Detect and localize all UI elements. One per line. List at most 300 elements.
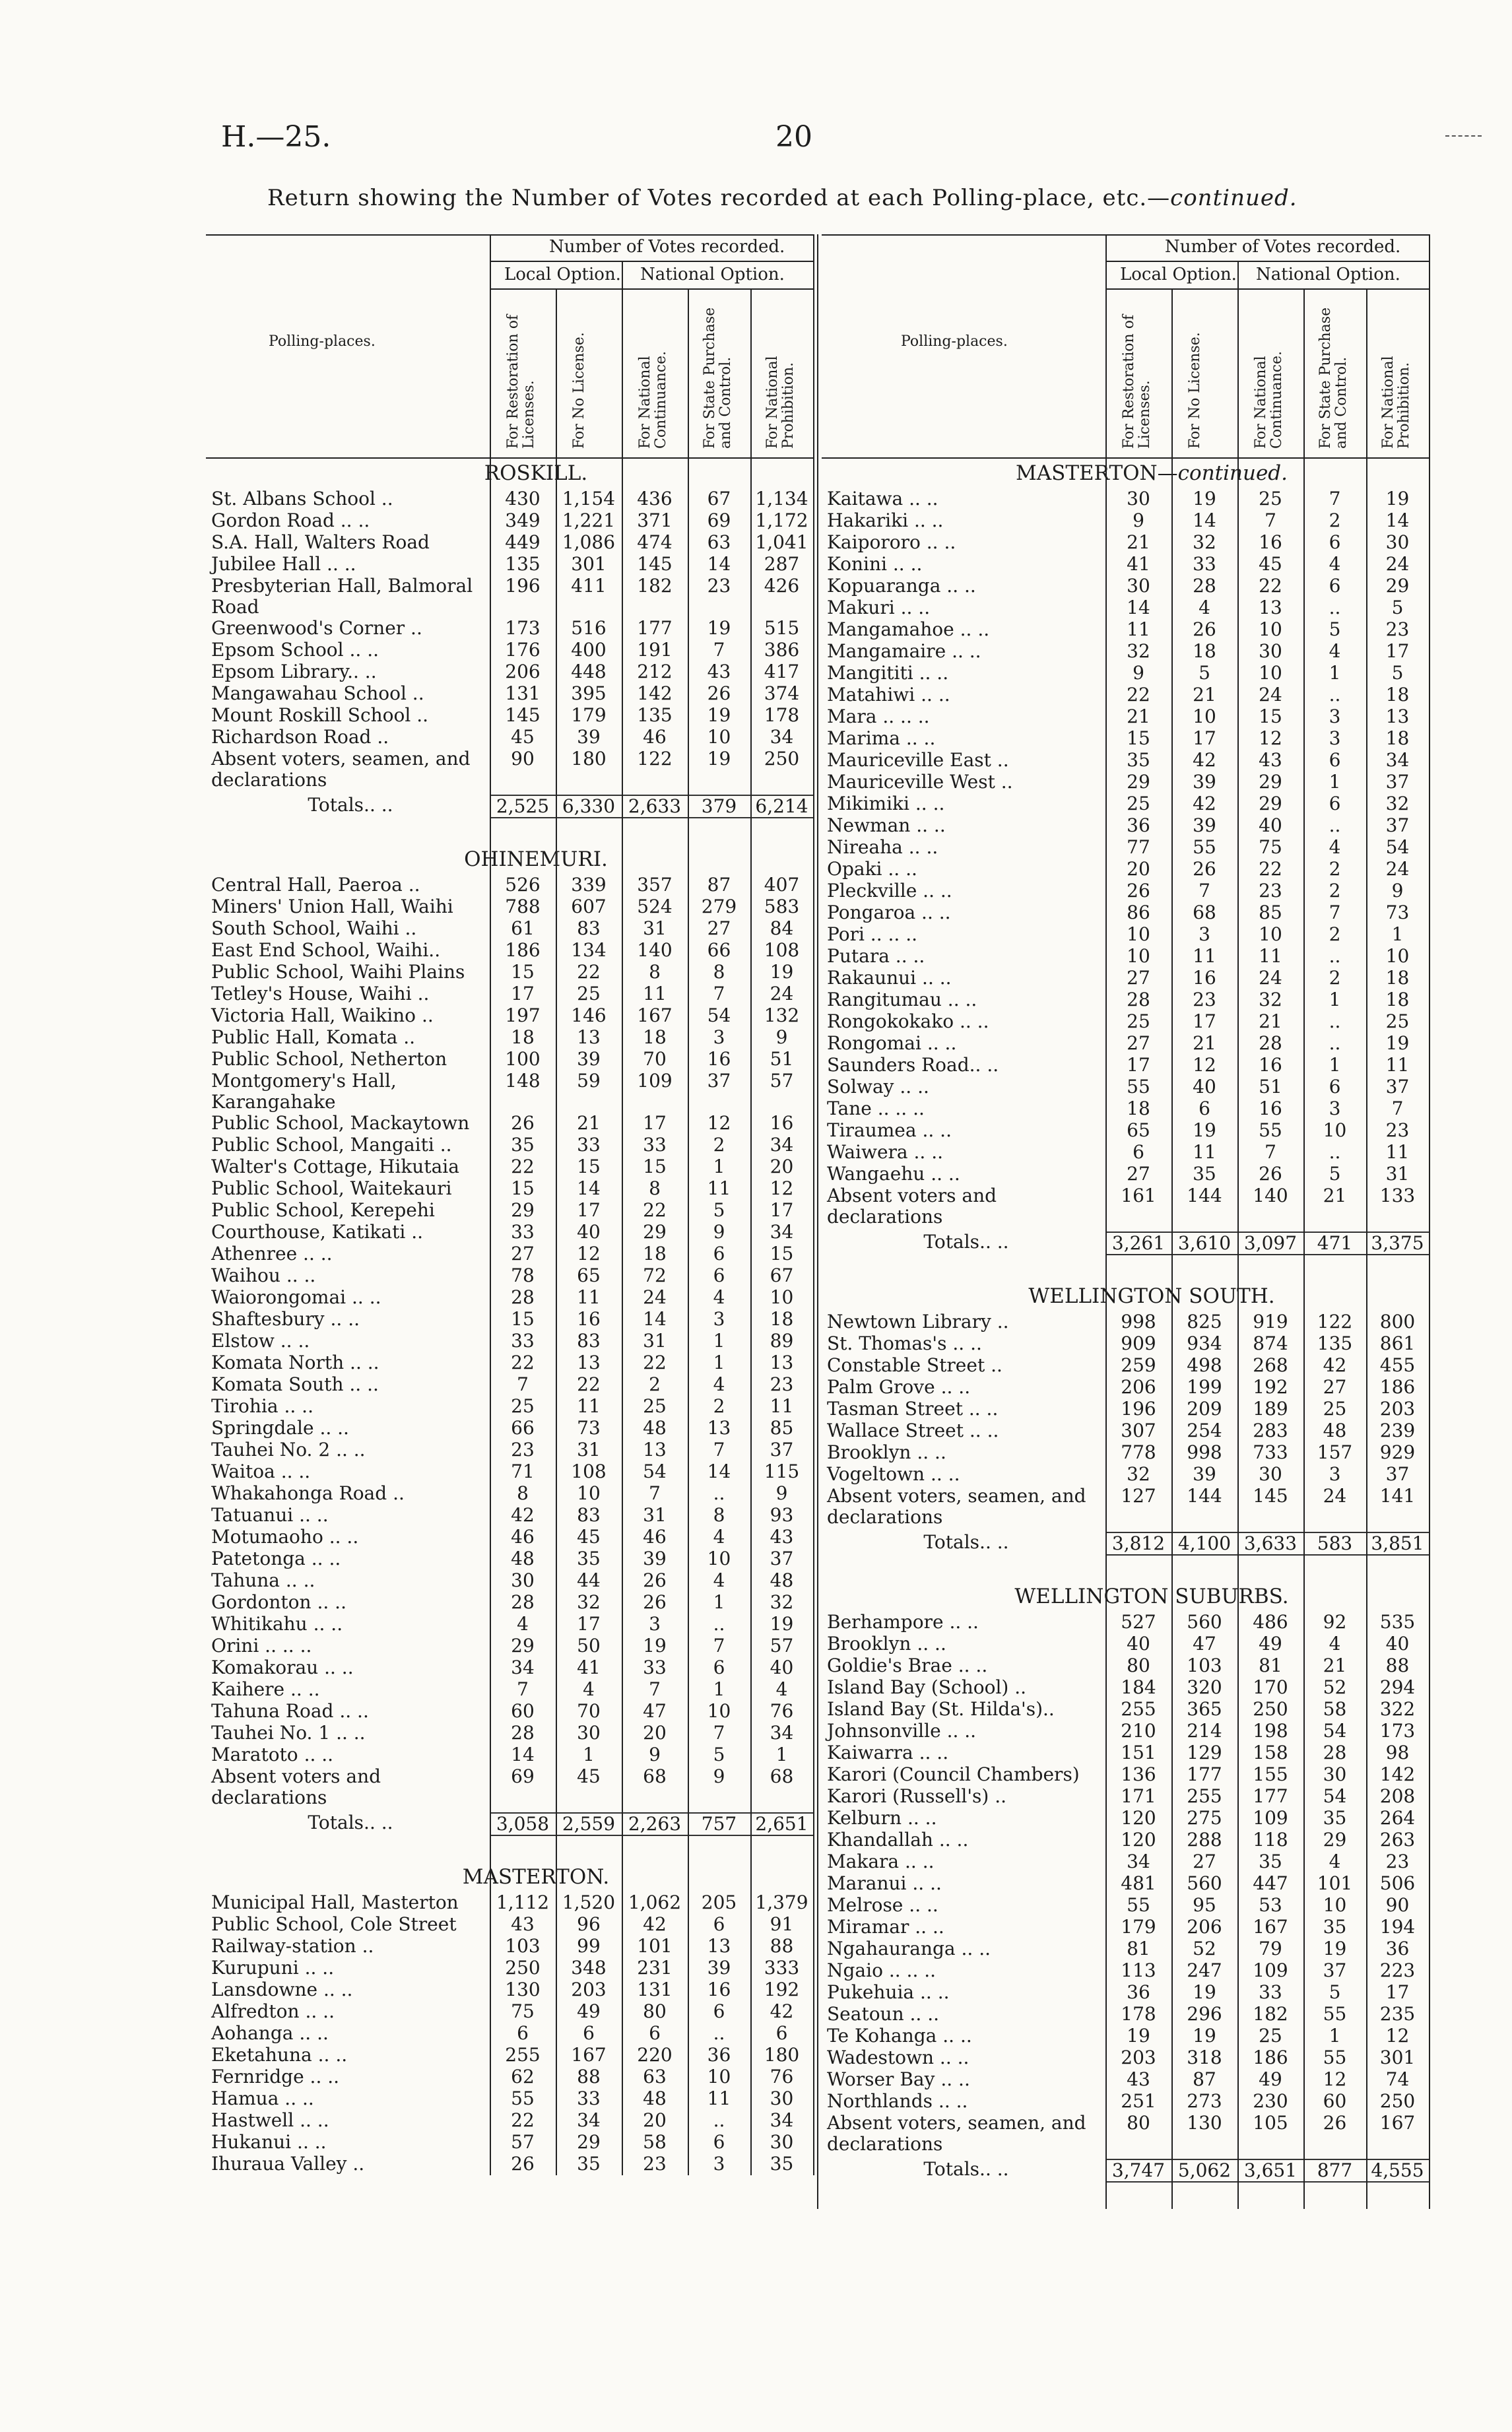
vote-cell: 5 [1329,618,1341,640]
header-vrule [1171,288,1173,459]
polling-place-name [206,1723,490,1744]
vote-cell: 79 [1259,1938,1282,1959]
vote-cell: 191 [637,639,673,661]
leader-dots: .. [991,1231,1009,1253]
place-label: Public Hall, Komata [211,1026,398,1048]
vote-cell: 13 [643,1439,667,1461]
polling-place-name [822,1185,1105,1228]
table-row [822,1076,1429,1098]
vote-cell: 7 [1391,1098,1404,1119]
vote-cell: 176 [505,639,541,661]
header-vrule [1429,234,1430,459]
section-name: WELLINGTON SOUTH. [1028,1284,1275,1308]
vote-cell: 250 [764,748,800,770]
vote-cell: 184 [1121,1676,1156,1698]
polling-place-name [822,684,1105,706]
vote-cell: 108 [764,939,800,961]
vote-cell: 1 [1329,2025,1341,2047]
table-row [206,1483,813,1505]
table-row [822,1960,1429,1982]
table-row [206,1005,813,1027]
place-label: Worser Bay [827,2068,935,2090]
section-title [206,459,813,488]
polling-place-name [206,727,490,748]
vote-cell: 5 [1199,662,1210,684]
table-row [822,1311,1429,1333]
vote-cell: 22 [577,1373,601,1395]
vote-cell: 1,134 [755,488,808,509]
vote-cell: 55 [1127,1894,1150,1916]
vote-cell: 15 [1259,706,1282,727]
vote-cell: 526 [505,874,541,896]
vote-cell: 22 [643,1352,667,1373]
leader-dots: .. .. [280,1569,315,1591]
vote-cell: 109 [637,1070,673,1092]
table-row [206,1027,813,1049]
polling-place-name [822,1120,1105,1142]
caption-italic: continued. [1170,185,1298,211]
leader-dots: .. .. [330,1439,366,1461]
vote-cell: 251 [1121,2090,1156,2112]
vote-cell: 7 [649,1482,661,1504]
polling-place-name [822,815,1105,837]
vote-cell: 17 [577,1613,601,1635]
vote-cell: 49 [1259,2068,1282,2090]
polling-place-name [822,750,1105,772]
vote-cell: 93 [770,1504,794,1526]
leader-dots: .. [375,794,393,816]
vote-cell: 13 [577,1026,601,1048]
vote-cell: 934 [1187,1332,1222,1354]
vote-cell: 400 [571,639,607,661]
vote-cell: 35 [1323,1916,1347,1938]
vote-cell: 15 [577,1156,601,1177]
vote-cell: 27 [707,917,731,939]
polling-place-name [206,2132,490,2153]
vote-cell: 32 [1259,989,1282,1010]
leader-dots: .. .. [304,2066,340,2087]
table-row [206,1723,813,1744]
vote-cell: 263 [1379,1829,1416,1851]
table-row [206,2001,813,2023]
place-label: Miners' Union Hall, Waihi [211,896,453,917]
place-label: Patetonga [211,1548,306,1569]
vote-cell: 6 [649,2022,661,2044]
polling-place-name [206,661,490,683]
leader-dots: .. [981,1420,999,1441]
totals-text: Totals.. [308,794,376,816]
vote-cell: 52 [1193,1938,1216,1959]
column-vrule [1105,459,1107,2209]
vote-cell: 13 [707,1417,731,1439]
vote-cell: 28 [511,1286,535,1308]
vote-cell: 527 [1121,1611,1156,1633]
vote-cell: 17 [1385,1981,1410,2003]
vote-cell: 35 [511,1134,535,1156]
table-row [822,1917,1429,1938]
table-row [822,488,1429,510]
totals-cell: 3,375 [1366,1232,1429,1255]
totals-cell: 2,633 [622,795,688,818]
vote-cell: 1,154 [562,488,616,509]
vote-cell: 25 [1127,793,1150,814]
vote-cell: 1 [1391,923,1404,945]
vote-cell: 62 [511,2066,535,2087]
vote-cell: 874 [1253,1332,1288,1354]
vote-cell: 47 [643,1700,667,1722]
vote-cell: 26 [643,1569,667,1591]
vote-cell: 58 [643,2131,667,2153]
table-row [206,661,813,683]
place-label: Makara [827,1851,900,1872]
vote-cell: 101 [637,1935,673,1957]
polling-place-name [206,1892,490,1914]
vote-cell: 16 [707,1048,731,1070]
place-label: Matahiwi [827,684,915,706]
vote-cell: 192 [764,1979,800,2000]
vote-cell: 100 [505,1048,541,1070]
vote-cell: 48 [1323,1420,1347,1441]
place-label: Gordon Road .. [211,509,352,531]
header-vrule [1303,288,1305,459]
polling-place-name [822,2004,1105,2025]
vote-cell: 7 [713,639,725,661]
vote-cell: 182 [637,575,673,597]
vote-cell: 11 [707,2087,731,2109]
vote-cell: 105 [1253,2112,1288,2134]
vote-cell: 96 [577,1913,601,1935]
place-label: Ngahauranga [827,1938,956,1959]
leader-dots: .. .. [909,1916,944,1938]
vote-cell: 88 [1385,1655,1410,1676]
vote-cell: 230 [1253,2090,1288,2112]
vote-cell: 19 [1127,2025,1150,2047]
leader-dots: .. .. [344,1352,379,1373]
vote-cell: 515 [764,617,800,639]
polling-place-name [822,1917,1105,1938]
table-row [822,2069,1429,2091]
place-label: Vogeltown [827,1463,925,1485]
vote-cell: 87 [707,874,731,896]
vote-cell: 46 [643,726,667,748]
leader-dots: .. .. [933,2090,968,2112]
place-label: Tatuanui [211,1504,294,1526]
totals-cell: 2,651 [750,1812,813,1836]
table-row [822,554,1429,575]
table-row [822,1764,1429,1786]
vote-cell: 132 [764,1004,800,1026]
vote-cell: 11 [707,1177,731,1199]
vote-cell: 67 [707,488,731,509]
vote-cell: 5 [713,1744,725,1765]
vote-cell: 179 [571,704,607,726]
polling-place-name [206,1570,490,1592]
vote-cell: 14 [643,1308,667,1330]
leader-dots: .. .. [917,880,952,902]
leader-dots: .. [338,553,356,575]
header-local-option: Local Option. [1120,265,1237,284]
polling-place-name [822,510,1105,532]
vote-cell: 37 [1385,814,1410,836]
vote-cell: 54 [1385,836,1410,858]
leader-dots: .. [971,1010,989,1032]
vote-cell: 109 [1253,1959,1288,1981]
vote-cell: 2 [649,1373,661,1395]
polling-place-name [206,1156,490,1178]
polling-place-name [822,924,1105,946]
vote-cell: 19 [707,704,731,726]
vote-cell: 18 [643,1243,667,1265]
place-label: St. Thomas's .. [827,1332,965,1354]
place-label: Mauriceville West [827,771,995,793]
vote-cell: 8 [649,1177,661,1199]
column-vrule [1303,459,1305,2209]
leader-dots: .. .. [913,662,949,684]
leader-dots: .. .. [914,1981,950,2003]
vote-cell: 250 [1253,1698,1288,1720]
polling-place-name [822,1098,1105,1120]
vote-cell: 861 [1379,1332,1416,1354]
table-row [206,1352,813,1374]
vote-cell: 48 [770,1569,794,1591]
vote-cell: 9 [713,1765,725,1787]
vote-cell: 1,112 [496,1891,550,1913]
vote-cell: 178 [1121,2003,1156,2025]
vote-cell: 19 [707,617,731,639]
vote-cell: 19 [1193,488,1216,509]
vote-cell: 34 [1385,749,1410,771]
place-label: Kaihere [211,1678,285,1700]
vote-cell: 17 [1193,1010,1216,1032]
table-row [822,597,1429,619]
place-label: Goldie's Brae .. [827,1655,970,1676]
vote-cell: 386 [764,639,800,661]
vote-cell: 259 [1121,1354,1156,1376]
place-label: Ihuraua Valley [211,2153,347,2175]
leader-dots: .. .. [313,1417,349,1439]
vote-cell: 449 [505,531,541,553]
leader-dots: .. [980,1398,999,1420]
polling-place-name [822,2047,1105,2069]
leader-dots: .. [397,1026,416,1048]
vote-cell: 39 [1193,814,1216,836]
table-row [822,968,1429,989]
vote-cell: 318 [1187,2047,1222,2068]
vote-cell: 10 [707,1700,731,1722]
totals-cell: 877 [1303,2159,1366,2183]
vote-cell: 40 [1385,1633,1410,1655]
vote-cell: 4 [1329,553,1341,575]
polling-place-name [206,1352,490,1374]
leader-dots: .. .. [280,1265,316,1286]
vote-cell: 25 [643,1395,667,1417]
vote-cell: 118 [1253,1829,1288,1851]
vote-cell: 474 [637,531,673,553]
polling-place-name [822,1851,1105,1873]
table-row [206,1200,813,1222]
vote-cell: 54 [1323,1720,1347,1742]
vote-cell: 146 [571,1004,607,1026]
vote-cell: 10 [707,726,731,748]
vote-cell: 30 [577,1722,601,1744]
polling-place-name [822,1442,1105,1464]
leader-dots: .. [361,1373,379,1395]
place-label: Waiwera [827,1141,908,1163]
vote-cell: 307 [1121,1420,1156,1441]
totals-row [206,1812,813,1836]
header-vrule [490,234,491,459]
vote-cell: 6 [713,1243,725,1265]
vote-cell: 29 [511,1199,535,1221]
table-row [822,1742,1429,1764]
polling-place-name [206,2066,490,2088]
leader-dots: .. .. [900,727,936,749]
vote-cell: 28 [511,1591,535,1613]
polling-place-name [822,1164,1105,1185]
section-title [206,845,813,874]
vote-cell: 39 [577,726,601,748]
leader-dots: .. [995,771,1013,793]
totals-cell: 583 [1303,1532,1366,1556]
place-label: Seatoun [827,2003,904,2025]
polling-place-name [822,1786,1105,1808]
polling-place-name [822,1764,1105,1786]
vote-cell: 800 [1379,1311,1416,1332]
table-row [822,1055,1429,1076]
table-row [206,1979,813,2001]
vote-cell: 7 [713,1722,725,1744]
table-row [822,1895,1429,1917]
leader-dots: .. [402,874,420,896]
vote-cell: 6 [1329,749,1341,771]
section-gap [206,818,813,845]
table-row [206,640,813,661]
polling-place-name [206,1200,490,1222]
polling-place-name [822,1311,1105,1333]
vote-cell: 1 [713,1678,725,1700]
vote-cell: 25 [1259,488,1282,509]
vote-cell: 144 [1187,1185,1222,1206]
column-vrule [622,459,623,2175]
place-label: Pongaroa [827,902,916,923]
vote-cell: 25 [1385,1010,1410,1032]
vote-cell: 23 [1385,1119,1410,1141]
polling-place-name [206,1005,490,1027]
table-row [822,1699,1429,1721]
table-row [822,1612,1429,1633]
vote-cell: 98 [1385,1742,1410,1763]
polling-place-name [206,874,490,896]
header-polling-places: Polling-places. [269,333,376,350]
vote-cell: 17 [577,1199,601,1221]
polling-place-name [206,1331,490,1352]
leader-dots: .. .. [943,1611,979,1633]
polling-place-name [822,1055,1105,1076]
polling-place-name [822,554,1105,575]
vote-cell: 33 [511,1221,535,1243]
polling-place-name [822,1464,1105,1486]
place-label: Shaftesbury [211,1308,325,1330]
section-name: MASTERTON. [462,1865,610,1889]
vote-cell: 173 [505,617,541,639]
vote-cell: 37 [770,1439,794,1461]
vote-cell: 194 [1379,1916,1416,1938]
place-label: Tauhei No. 2 [211,1439,331,1461]
leader-dots: .. [989,1785,1007,1807]
polling-place-name [206,1070,490,1113]
polling-place-name [206,532,490,554]
leader-dots: .. [991,1531,1009,1553]
leader-dots: .. .. [311,1591,346,1613]
totals-text: Totals.. [923,2158,991,2180]
vote-cell: 5 [1391,662,1404,684]
leader-dots: .. [416,1004,434,1026]
leader-dots: .. .. [887,553,923,575]
vote-cell: .. [1329,1141,1341,1163]
column-vrule [1237,459,1239,2209]
vote-cell: 140 [637,939,673,961]
vote-cell: 16 [1259,1054,1282,1076]
vote-cell: 36 [1127,1981,1150,2003]
table-row [206,748,813,791]
place-label: Public School, Mackaytown [211,1112,470,1134]
leader-dots: .. .. [954,618,990,640]
place-label: Mount Roskill School [211,704,411,726]
place-label: Hukanui [211,2131,292,2153]
vote-cell: 12 [1323,2068,1347,2090]
vote-cell: 909 [1121,1332,1156,1354]
vote-cell: 30 [1127,575,1150,597]
leader-dots: .. .. [906,1872,942,1894]
vote-cell: 25 [1127,1010,1150,1032]
leader-dots: .. .. [275,1461,311,1482]
vote-cell: 1 [775,1744,788,1765]
vote-cell: 41 [577,1657,601,1678]
vote-cell: 6 [713,2000,725,2022]
vote-cell: 250 [1379,2090,1416,2112]
vote-cell: 131 [637,1979,673,2000]
table-body [206,459,813,2175]
table-row [822,1033,1429,1055]
vote-cell: 486 [1253,1611,1288,1633]
totals-row [822,2159,1429,2183]
section-gap [822,1255,1429,1282]
vote-cell: 55 [1323,2047,1347,2068]
polling-place-name [822,488,1105,510]
polling-place-name [822,532,1105,554]
table-header [822,234,1429,459]
vote-cell: 83 [577,1504,601,1526]
vote-cell: 407 [764,874,800,896]
vote-cell: 180 [764,2044,800,2066]
polling-place-name [822,1829,1105,1851]
vote-cell: 6 [1329,575,1341,597]
table-row [822,880,1429,902]
vote-cell: 41 [1127,553,1150,575]
table-row [206,1134,813,1156]
leader-dots: .. [356,1935,374,1957]
polling-place-name [822,663,1105,684]
leader-dots: .. [406,682,424,704]
vote-cell: 19 [643,1635,667,1657]
vote-cell: 13 [707,1935,731,1957]
polling-place-name [206,1505,490,1527]
vote-cell: 59 [577,1070,601,1092]
polling-place-name [206,1265,490,1287]
vote-cell: 11 [770,1395,794,1417]
polling-place-name [822,1960,1105,1982]
polling-place-name [206,1396,490,1418]
